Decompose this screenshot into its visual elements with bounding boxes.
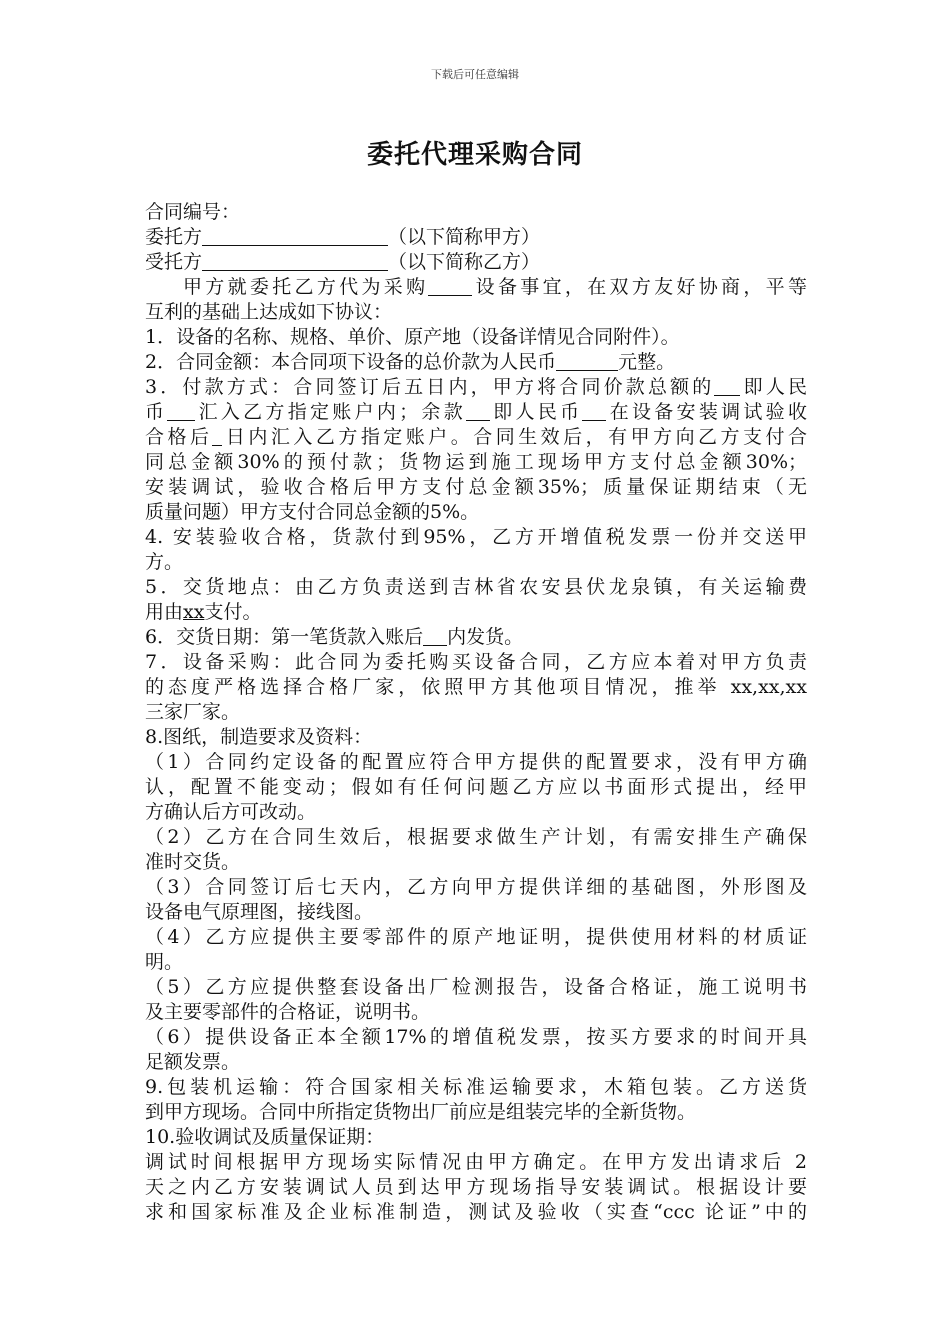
clause-10-line-3: 求和国家标准及企业标准制造，测试及验收（实查“ccc 论证”中的 <box>145 1201 807 1223</box>
header-note: 下载后可任意编辑 <box>431 68 519 81</box>
clause-7-line-3: 三家厂家。 <box>145 701 241 723</box>
clause-3-line-1: 3．付款方式：合同签订后五日内，甲方将合同价款总额的 即人民 <box>145 376 807 398</box>
clause-3-line-4: 同总金额30%的预付款；货物运到施工现场甲方支付总金额30%； <box>145 451 807 473</box>
clause-10-line-1: 调试时间根据甲方现场实际情况由甲方确定。在甲方发出请求后 2 <box>145 1151 807 1173</box>
amount-blank <box>556 352 618 371</box>
clause-5-line-1: 5．交货地点：由乙方负责送到吉林省农安县伏龙泉镇，有关运输费 <box>145 576 807 598</box>
clause-2: 2．合同金额：本合同项下设备的总价款为人民币 元整。 <box>145 351 676 373</box>
clause-8-item-1-line-1: （1）合同约定设备的配置应符合甲方提供的配置要求，没有甲方确 <box>145 751 807 773</box>
clause-3-line-2: 币 汇入乙方指定账户内；余款 即人民币 在设备安装调试验收 <box>145 401 807 423</box>
clause-10-line-2: 天之内乙方安装调试人员到达甲方现场指导安装调试。根据设计要 <box>145 1176 807 1198</box>
clause-4-line-2: 方。 <box>145 551 184 573</box>
payer-underlined: xx <box>183 601 205 623</box>
contract-title: 委托代理采购合同 <box>366 140 583 170</box>
equipment-blank <box>428 277 472 296</box>
clause-8-item-4-line-2: 明。 <box>145 951 184 973</box>
clause-8-heading: 8.图纸，制造要求及资料： <box>145 726 373 748</box>
principal-label: 委托方 <box>145 226 203 248</box>
clause-9-line-2: 到甲方现场。合同中所指定货物出厂前应是组装完毕的全新货物。 <box>145 1101 697 1123</box>
clause-5-line-2: 用由xx支付。 <box>145 601 262 623</box>
clause-3-line-6: 质量问题）甲方支付合同总金额的5%。 <box>145 501 480 523</box>
clause-8-item-4-line-1: （4）乙方应提供主要零部件的原产地证明，提供使用材料的材质证 <box>145 926 807 948</box>
clause-8-item-3-line-1: （3）合同签订后七天内，乙方向甲方提供详细的基础图，外形图及 <box>145 876 807 898</box>
clause-8-item-5-line-1: （5）乙方应提供整套设备出厂检测报告，设备合格证，施工说明书 <box>145 976 807 998</box>
clause-8-item-6-line-2: 足额发票。 <box>145 1051 241 1073</box>
clause-8-item-6-line-1: （6）提供设备正本全额17%的增值税发票，按买方要求的时间开具 <box>145 1026 807 1048</box>
agent-label: 受托方 <box>145 251 203 273</box>
intro-line-1: 甲方就委托乙方代为采购 设备事宜，在双方友好协商，平等 <box>183 276 807 298</box>
principal-blank <box>202 227 388 246</box>
clause-8-item-1-line-2: 认，配置不能变动；假如有任何问题乙方应以书面形式提出，经甲 <box>145 776 807 798</box>
clause-8-item-2-line-2: 准时交货。 <box>145 851 241 873</box>
clause-7-line-2: 的态度严格选择合格厂家，依照甲方其他项目情况，推举 xx,xx,xx <box>145 676 807 698</box>
clause-9-line-1: 9.包装机运输：符合国家相关标准运输要求，木箱包装。乙方送货 <box>145 1076 807 1098</box>
clause-8-item-3-line-2: 设备电气原理图，接线图。 <box>145 901 374 923</box>
principal-suffix: （以下简称甲方） <box>388 226 541 248</box>
agent-suffix: （以下简称乙方） <box>388 251 541 273</box>
clause-6: 6．交货日期：第一笔货款入账后 内发货。 <box>145 626 524 648</box>
clause-10-heading: 10.验收调试及质量保证期： <box>145 1126 385 1148</box>
clause-1: 1．设备的名称、规格、单价、原产地（设备详情见合同附件）。 <box>145 326 680 348</box>
clause-8-item-1-line-3: 方确认后方可改动。 <box>145 801 317 823</box>
clause-4-line-1: 4. 安装验收合格，货款付到95%，乙方开增值税发票一份并交送甲 <box>145 526 807 548</box>
principal-line <box>145 225 807 250</box>
clause-3-line-3: 合格后 日内汇入乙方指定账户。合同生效后，有甲方向乙方支付合 <box>145 426 807 448</box>
intro-line-2: 互利的基础上达成如下协议： <box>145 301 393 323</box>
contract-body <box>145 200 807 1225</box>
clause-7-line-1: 7．设备采购：此合同为委托购买设备合同，乙方应本着对甲方负责 <box>145 651 807 673</box>
clause-3-line-5: 安装调试，验收合格后甲方支付总金额35%；质量保证期结束（无 <box>145 476 807 498</box>
delivery-blank <box>423 627 447 646</box>
contract-number-label: 合同编号： <box>145 201 241 223</box>
agent-blank <box>202 252 388 271</box>
clause-8-item-2-line-1: （2）乙方在合同生效后，根据要求做生产计划，有需安排生产确保 <box>145 826 807 848</box>
clause-8-item-5-line-2: 及主要零部件的合格证，说明书。 <box>145 1001 431 1023</box>
agent-line <box>145 250 807 275</box>
